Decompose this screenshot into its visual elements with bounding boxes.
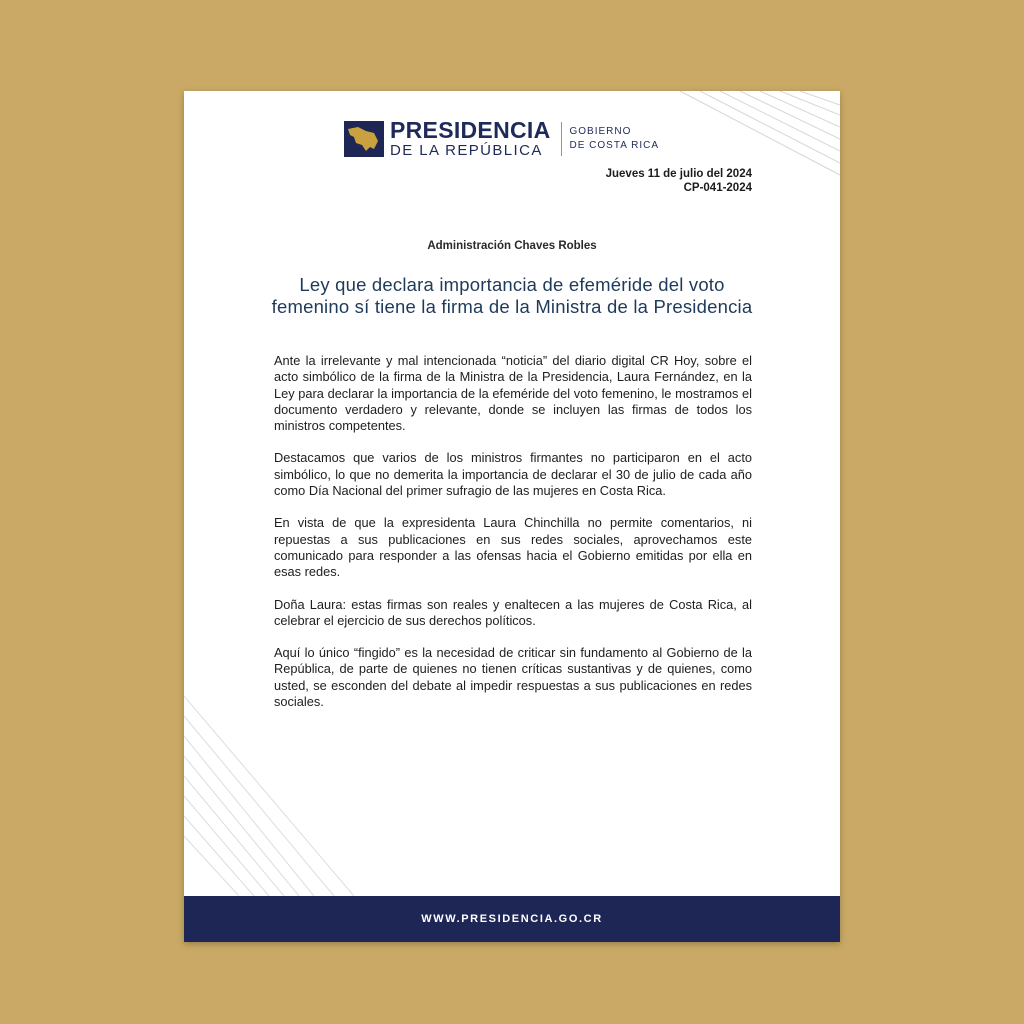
date-and-code (606, 167, 752, 196)
paragraph: Aquí lo único “fingido” es la necesidad de criticar sin fundamento al Gobierno de la República, de parte de quienes no tienen críticas sustantivas y de quienes, como usted, se esconden del debate al impedir respuestas a sus publicaciones en redes sociales. (274, 645, 752, 710)
gobierno-label (570, 125, 660, 152)
logo-subtitle: DE LA REPÚBLICA (390, 142, 543, 159)
paragraph: Destacamos que varios de los ministros firmantes no participaron en el acto simbólico, lo que no demerita la importancia de declarar el 30 de julio de cada año como Día Nacional del primer sufragio de las mujeres en Costa Rica. (274, 450, 752, 499)
headline: Ley que declara importancia de efeméride del voto femenino sí tiene la firma de la Ministra de la Presidencia (271, 274, 753, 318)
release-code: CP-041-2024 (683, 182, 752, 195)
paragraph: En vista de que la expresidenta Laura Chinchilla no permite comentarios, ni repuestas a sus publicaciones en sus redes sociales, aprovechamos este comunicado para responder a las ofensas hacia el Gobierno emitidas por ella en esas redes. (274, 515, 752, 580)
release-date: Jueves 11 de julio del 2024 (605, 168, 752, 180)
administration-label: Administración Chaves Robles (427, 240, 597, 252)
paragraph: Ante la irrelevante y mal intencionada “noticia” del diario digital CR Hoy, sobre el acto simbólico de la firma de la Ministra de la Presidencia, Laura Fernández, en la Ley para declarar la importancia de la efeméride del voto femenino, le mostramos el documento verdadero y relevante, donde se incluyen las firmas de todos los ministros competentes. (274, 353, 752, 434)
footer-bar (184, 896, 840, 942)
gobierno-line-1: GOBIERNO (569, 126, 632, 137)
gobierno-line-2: DE COSTA RICA (569, 139, 659, 151)
presidencia-logo (344, 119, 659, 158)
logo-title: PRESIDENCIA (390, 117, 551, 143)
paragraph: Doña Laura: estas firmas son reales y enaltecen a las mujeres de Costa Rica, al celebrar el ejercicio de sus derechos políticos. (274, 596, 752, 628)
logo-divider (561, 122, 562, 156)
website-url: WWW.PRESIDENCIA.GO.CR (421, 913, 603, 925)
body-text (274, 353, 752, 726)
press-release-page (184, 91, 840, 942)
costa-rica-map-icon (344, 121, 384, 157)
